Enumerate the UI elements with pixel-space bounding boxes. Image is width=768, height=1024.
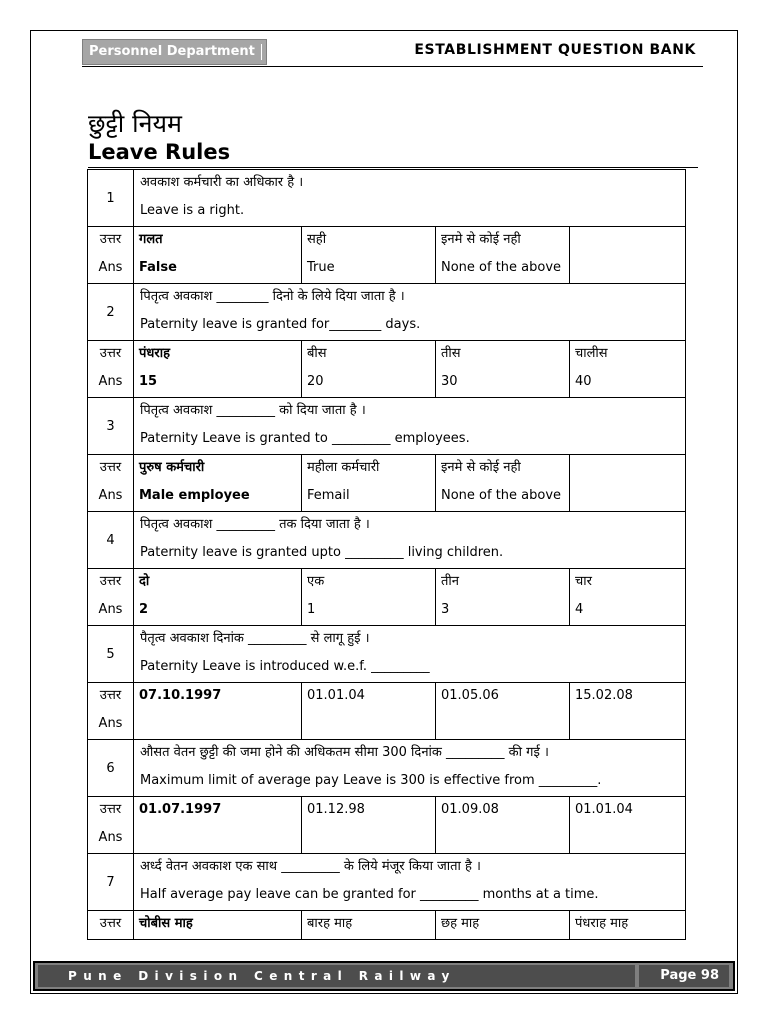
question-row [88, 626, 686, 683]
answer-label-english: Ans [98, 488, 123, 503]
question-hindi: अर्ध्द वेतन अवकाश एक साथ _________ के लिये मंजूर किया जाता है । [140, 859, 481, 874]
option-hindi: 01.07.1997 [139, 802, 222, 817]
question-hindi: पैतृत्व अवकाश दिनांक _________ से लागू हुई । [140, 631, 370, 646]
answer-option [570, 569, 686, 626]
question-text [134, 626, 686, 683]
answer-option [570, 455, 686, 512]
answer-label [88, 341, 134, 398]
footer-bar [33, 961, 735, 991]
question-row [88, 398, 686, 455]
section-title-english: Leave Rules [88, 140, 231, 164]
question-text [134, 740, 686, 797]
option-english: None of the above [441, 260, 562, 275]
option-english [436, 825, 569, 853]
answer-label-english: Ans [98, 830, 123, 845]
answer-label-hindi: उत्तर [99, 916, 122, 931]
option-hindi: 01.12.98 [307, 802, 365, 817]
option-english: Femail [307, 488, 350, 503]
option-hindi: 01.09.08 [441, 802, 499, 817]
answer-option [570, 341, 686, 398]
option-hindi: महीला कर्मचारी [307, 460, 380, 475]
answer-label [88, 227, 134, 284]
correct-option [134, 455, 302, 512]
correct-option [134, 341, 302, 398]
option-hindi: छह माह [441, 916, 480, 931]
correct-option [134, 683, 302, 740]
option-hindi: गलत [139, 232, 163, 247]
option-english [570, 255, 685, 283]
correct-option [134, 911, 302, 940]
answer-option [436, 797, 570, 854]
option-english: False [139, 260, 177, 275]
option-hindi: चालीस [575, 346, 608, 361]
option-english: 2 [139, 602, 149, 617]
option-hindi: सही [307, 232, 327, 247]
question-english: Paternity Leave is granted to _________ employees. [140, 431, 470, 446]
question-number: 7 [88, 854, 134, 911]
question-number: 6 [88, 740, 134, 797]
option-hindi: एक [307, 574, 325, 589]
question-english: Leave is a right. [140, 203, 245, 218]
option-hindi: तीस [441, 346, 461, 361]
question-number: 5 [88, 626, 134, 683]
answer-row [88, 911, 686, 940]
answer-label-english: Ans [98, 374, 123, 389]
section-title-hindi: छुट्टी नियम [88, 109, 182, 138]
answer-label [88, 455, 134, 512]
option-hindi: चोबीस माह [139, 916, 193, 931]
option-english [134, 825, 301, 853]
question-row [88, 170, 686, 227]
answer-label [88, 911, 134, 940]
question-number: 3 [88, 398, 134, 455]
option-hindi: 01.01.04 [307, 688, 365, 703]
answer-option [436, 227, 570, 284]
question-text [134, 854, 686, 911]
question-text [134, 398, 686, 455]
answer-label-hindi: उत्तर [99, 688, 122, 703]
answer-option [436, 683, 570, 740]
answer-option [570, 797, 686, 854]
option-hindi: पंधराह माह [575, 916, 629, 931]
option-english: 4 [575, 602, 584, 617]
option-english: 40 [575, 374, 592, 389]
correct-option [134, 227, 302, 284]
option-english: 3 [441, 602, 450, 617]
option-english: True [307, 260, 335, 275]
option-hindi: बीस [307, 346, 327, 361]
question-text [134, 512, 686, 569]
question-english: Maximum limit of average pay Leave is 300 is effective from _________. [140, 773, 602, 788]
question-row [88, 284, 686, 341]
answer-row [88, 797, 686, 854]
question-english: Paternity leave is granted upto _________ living children. [140, 545, 504, 560]
option-english: 30 [441, 374, 458, 389]
option-hindi: पंधराह [139, 346, 170, 361]
option-hindi [570, 227, 685, 255]
option-english: 20 [307, 374, 324, 389]
option-hindi: चार [575, 574, 592, 589]
answer-option [436, 455, 570, 512]
option-hindi: इनमे से कोई नही [441, 232, 521, 247]
option-hindi: तीन [441, 574, 459, 589]
option-hindi: पुरुष कर्मचारी [139, 460, 205, 475]
answer-label [88, 683, 134, 740]
question-row [88, 740, 686, 797]
document-title: ESTABLISHMENT QUESTION BANK [414, 42, 696, 58]
option-english [570, 825, 685, 853]
answer-option [302, 341, 436, 398]
option-english [134, 711, 301, 739]
footer-organization: Pune Division Central Railway [38, 965, 635, 987]
option-hindi: इनमे से कोई नही [441, 460, 521, 475]
header-rule [82, 66, 703, 67]
answer-label-english: Ans [98, 716, 123, 731]
question-number: 4 [88, 512, 134, 569]
option-english: Male employee [139, 488, 250, 503]
answer-row [88, 569, 686, 626]
answer-option [436, 569, 570, 626]
option-english [436, 711, 569, 739]
question-number: 2 [88, 284, 134, 341]
correct-option [134, 569, 302, 626]
option-hindi: दो [139, 574, 150, 589]
option-hindi: 01.05.06 [441, 688, 499, 703]
option-english [570, 483, 685, 511]
answer-label-english: Ans [98, 602, 123, 617]
question-row [88, 512, 686, 569]
answer-label-hindi: उत्तर [99, 802, 122, 817]
answer-option [436, 911, 570, 940]
answer-label-hindi: उत्तर [99, 574, 122, 589]
answer-label [88, 569, 134, 626]
question-table [87, 169, 686, 940]
option-english [302, 711, 435, 739]
answer-label-hindi: उत्तर [99, 232, 122, 247]
answer-label-hindi: उत्तर [99, 346, 122, 361]
option-english [570, 711, 685, 739]
option-hindi: 07.10.1997 [139, 688, 222, 703]
title-rule [88, 167, 698, 168]
answer-option [302, 569, 436, 626]
answer-option [302, 683, 436, 740]
question-hindi: पितृत्व अवकाश _________ को दिया जाता है । [140, 403, 366, 418]
option-hindi: 15.02.08 [575, 688, 633, 703]
question-english: Half average pay leave can be granted for _________ months at a time. [140, 887, 599, 902]
department-label: Personnel Department [82, 39, 267, 65]
option-hindi: बारह माह [307, 916, 353, 931]
answer-option [570, 227, 686, 284]
answer-option [570, 911, 686, 940]
answer-row [88, 227, 686, 284]
answer-row [88, 341, 686, 398]
answer-option [302, 797, 436, 854]
option-english: 1 [307, 602, 316, 617]
option-english: None of the above [441, 488, 562, 503]
option-hindi: 01.01.04 [575, 802, 633, 817]
answer-option [436, 341, 570, 398]
question-hindi: पितृत्व अवकाश _________ तक दिया जाता है । [140, 517, 370, 532]
correct-option [134, 797, 302, 854]
option-english [302, 825, 435, 853]
answer-row [88, 455, 686, 512]
answer-label-hindi: उत्तर [99, 460, 122, 475]
option-hindi [570, 455, 685, 483]
question-row [88, 854, 686, 911]
answer-option [302, 911, 436, 940]
answer-label [88, 797, 134, 854]
question-english: Paternity Leave is introduced w.e.f. _________ [140, 659, 430, 674]
question-hindi: पितृत्व अवकाश ________ दिनो के लिये दिया जाता है । [140, 289, 405, 304]
question-english: Paternity leave is granted for________ days. [140, 317, 421, 332]
question-hindi: औसत वेतन छुट्टी की जमा होने की अधिकतम सीमा 300 दिनांक _________ की गई । [140, 745, 549, 760]
question-number: 1 [88, 170, 134, 227]
answer-row [88, 683, 686, 740]
question-text [134, 170, 686, 227]
answer-option [570, 683, 686, 740]
answer-label-english: Ans [98, 260, 123, 275]
answer-option [302, 227, 436, 284]
option-english: 15 [139, 374, 158, 389]
answer-option [302, 455, 436, 512]
question-text [134, 284, 686, 341]
page-number: Page 98 [639, 965, 729, 987]
question-hindi: अवकाश कर्मचारी का अधिकार है । [140, 175, 304, 190]
